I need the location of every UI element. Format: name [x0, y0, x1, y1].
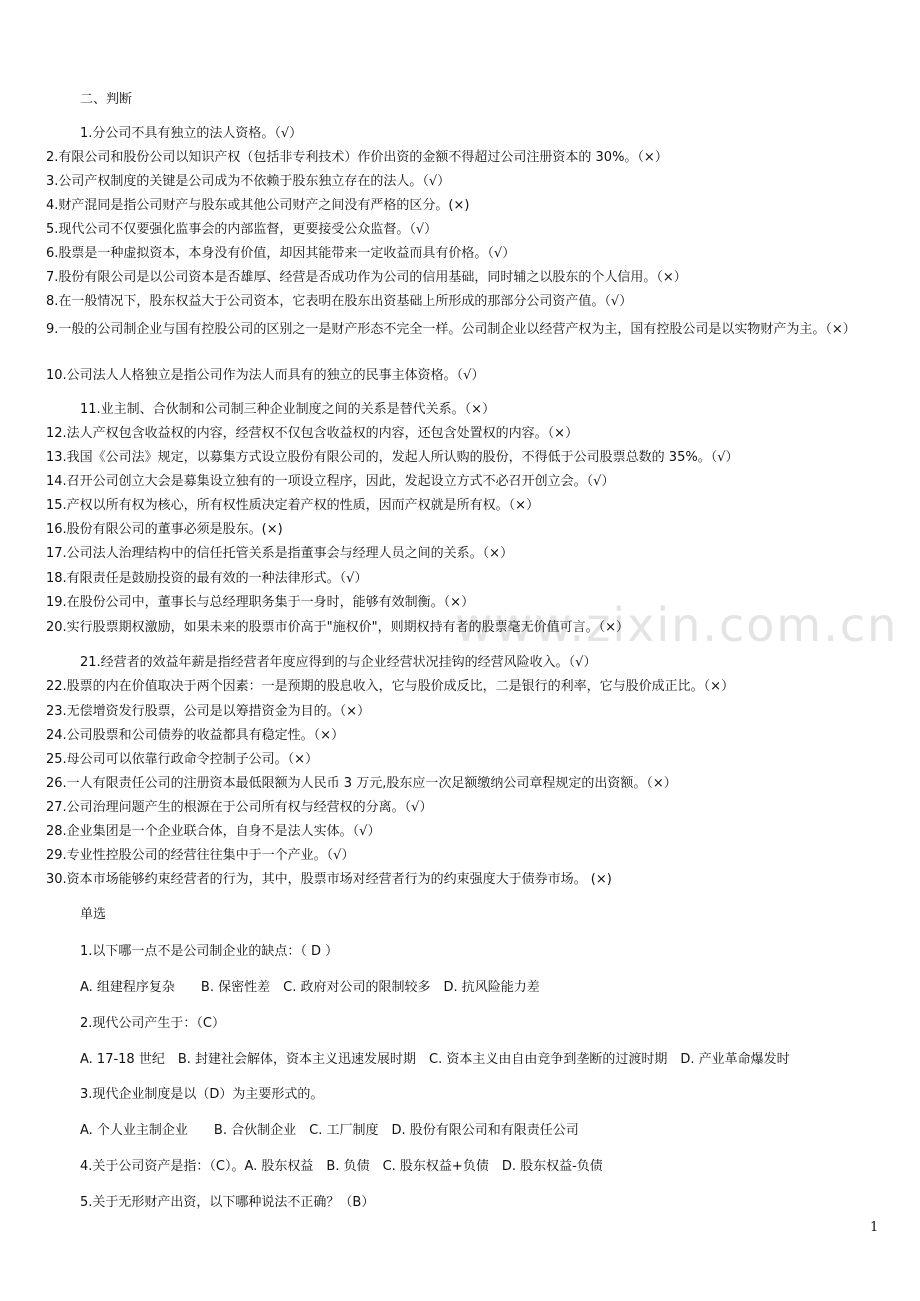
judge-item-19: 19.在股份公司中，董事长与总经理职务集于一身时，能够有效制衡。（×） [46, 595, 475, 610]
judge-item-11: 11.业主制、合伙制和公司制三种企业制度之间的关系是替代关系。（×） [80, 402, 496, 417]
judge-item-28: 28.企业集团是一个企业联合体，自身不是法人实体。（√） [46, 824, 381, 839]
judge-item-8: 8.在一般情况下，股东权益大于公司资本，它表明在股东出资基础上所形成的那部分公司资产值。（√） [46, 294, 633, 309]
judge-item-5: 5.现代公司不仅要强化监事会的内部监督，更要接受公众监督。（√） [46, 222, 438, 237]
judge-item-6: 6.股票是一种虚拟资本，本身没有价值，却因其能带来一定收益而具有价格。（√） [46, 246, 516, 261]
single-question-3: 3.现代企业制度是以（D）为主要形式的。 [80, 1087, 324, 1102]
single-options-2: A. 17-18 世纪 B. 封建社会解体，资本主义迅速发展时期 C. 资本主义由自由竞争到垄断的过渡时期 D. 产业革命爆发时 [80, 1052, 790, 1067]
watermark-text: www.zixin.com.cn [455, 598, 899, 652]
judge-item-15: 15.产权以所有权为核心，所有权性质决定着产权的性质，因而产权就是所有权。（×） [46, 498, 540, 513]
judge-item-17: 17.公司法人治理结构中的信任托管关系是指董事会与经理人员之间的关系。（×） [46, 546, 514, 561]
judge-item-30: 30.资本市场能够约束经营者的行为，其中，股票市场对经营者行为的约束强度大于债券市场。 (×) [46, 872, 612, 887]
judge-item-26: 26.一人有限责任公司的注册资本最低限额为人民币 3 万元,股东应一次足额缴纳公司章程规定的出资额。（×） [46, 776, 677, 791]
single-question-2: 2.现代公司产生于：（C） [80, 1016, 225, 1031]
judge-item-22: 22.股票的内在价值取决于两个因素：一是预期的股息收入，它与股价成反比，二是银行的利率，它与股价成正比。（×） [46, 679, 735, 694]
judge-item-7: 7.股份有限公司是以公司资本是否雄厚、经营是否成功作为公司的信用基础，同时辅之以股东的个人信用。（×） [46, 270, 687, 285]
judge-item-27: 27.公司治理问题产生的根源在于公司所有权与经营权的分离。（√） [46, 800, 433, 815]
judge-item-4: 4.财产混同是指公司财产与股东或其他公司财产之间没有严格的区分。(×) [46, 198, 470, 213]
judge-item-3: 3.公司产权制度的关键是公司成为不依赖于股东独立存在的法人。（√） [46, 174, 451, 189]
page-number: 1 [870, 1220, 879, 1235]
section-heading-judgement: 二、判断 [80, 92, 133, 107]
judge-item-20: 20.实行股票期权激励，如果未来的股票市价高于"施权价"，则期权持有者的股票毫无价值可言。（×） [46, 620, 630, 635]
single-options-1: A. 组建程序复杂 B. 保密性差 C. 政府对公司的限制较多 D. 抗风险能力差 [80, 980, 540, 995]
judge-item-29: 29.专业性控股公司的经营往往集中于一个产业。（√） [46, 848, 355, 863]
judge-item-13: 13.我国《公司法》规定，以募集方式设立股份有限公司的，发起人所认购的股份，不得低于公司股票总数的 35%。（√） [46, 450, 739, 465]
judge-item-2: 2.有限公司和股份公司以知识产权（包括非专利技术）作价出资的金额不得超过公司注册资本的 30%。（×） [46, 150, 668, 165]
judge-item-10: 10.公司法人人格独立是指公司作为法人而具有的独立的民事主体资格。（√） [46, 368, 485, 383]
judge-item-23: 23.无偿增资发行股票，公司是以筹措资金为目的。（×） [46, 704, 371, 719]
judge-item-9: 9.一般的公司制企业与国有控股公司的区别之一是财产形态不完全一样。公司制企业以经营产权为主，国有控股公司是以实物财产为主。（×） [46, 322, 856, 337]
single-options-3: A. 个人业主制企业 B. 合伙制企业 C. 工厂制度 D. 股份有限公司和有限责任公司 [80, 1123, 579, 1138]
judge-item-18: 18.有限责任是鼓励投资的最有效的一种法律形式。（√） [46, 571, 368, 586]
judge-item-25: 25.母公司可以依靠行政命令控制子公司。（×） [46, 752, 319, 767]
judge-item-12: 12.法人产权包含收益权的内容，经营权不仅包含收益权的内容，还包含处置权的内容。（×） [46, 426, 579, 441]
judge-item-1: 1.分公司不具有独立的法人资格。（√） [80, 126, 303, 141]
single-question-5: 5.关于无形财产出资，以下哪种说法不正确？（B） [80, 1195, 375, 1210]
single-question-1: 1.以下哪一点不是公司制企业的缺点：（ D ） [80, 944, 339, 959]
single-question-4: 4.关于公司资产是指：（C）。A. 股东权益 B. 负债 C. 股东权益+负债 D. 股东权益-负债 [80, 1159, 603, 1174]
judge-item-16: 16.股份有限公司的董事必须是股东。(×) [46, 522, 283, 537]
judge-item-14: 14.召开公司创立大会是募集设立独有的一项设立程序，因此，发起设立方式不必召开创立会。（√） [46, 474, 615, 489]
judge-item-24: 24.公司股票和公司债券的收益都具有稳定性。（×） [46, 728, 345, 743]
judge-item-21: 21.经营者的效益年薪是指经营者年度应得到的与企业经营状况挂钩的经营风险收入。（√） [80, 655, 597, 670]
section-heading-single-choice: 单选 [80, 907, 107, 922]
